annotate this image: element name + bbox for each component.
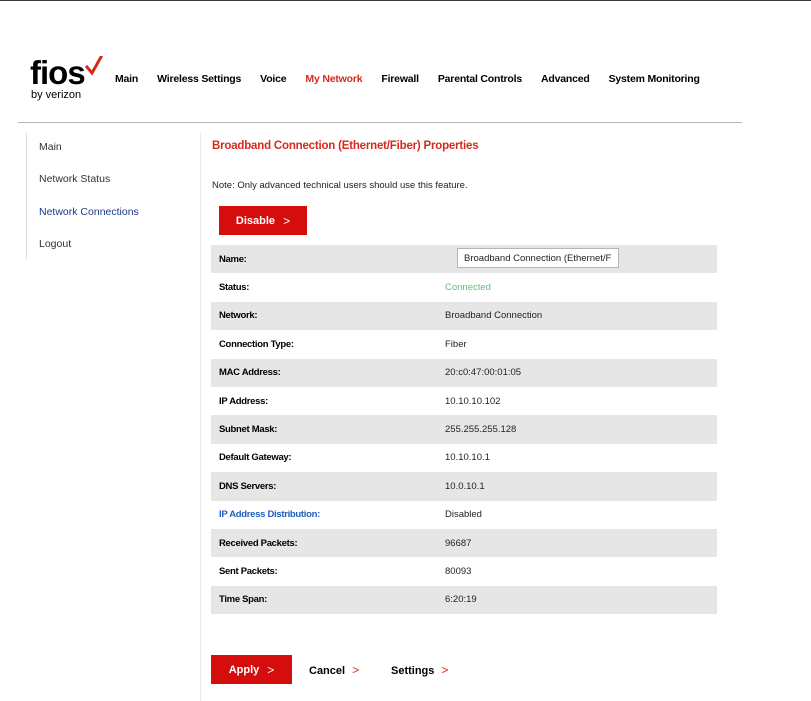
row-value: Broadband Connection — [445, 310, 543, 322]
row-label: MAC Address: — [219, 367, 281, 379]
row-label: Network: — [219, 310, 258, 322]
nav-system-monitoring[interactable]: System Monitoring — [608, 73, 700, 85]
apply-button-label: Apply — [228, 663, 260, 676]
row-value: Fiber — [445, 338, 467, 350]
nav-my-network[interactable]: My Network — [305, 73, 363, 85]
chevron-right-icon: > — [441, 663, 449, 677]
table-row-name — [211, 245, 717, 273]
disable-button-label: Disable — [235, 214, 276, 227]
nav-main[interactable]: Main — [115, 73, 139, 85]
table-row-mac-address — [211, 359, 717, 387]
row-label: DNS Servers: — [219, 480, 277, 492]
settings-button-label: Settings — [391, 665, 435, 677]
row-label: IP Address: — [219, 395, 268, 407]
row-value: Disabled — [445, 509, 482, 521]
chevron-right-icon: > — [283, 213, 291, 228]
top-border — [0, 0, 811, 1]
row-value: 10.10.10.102 — [445, 395, 501, 407]
cancel-button-label: Cancel — [309, 665, 346, 677]
logo-subtitle: by verizon — [31, 89, 82, 101]
ip-address-distribution-link[interactable]: IP Address Distribution: — [219, 509, 321, 521]
fios-logo[interactable] — [30, 54, 110, 108]
sidebar-item-network-status[interactable]: Network Status — [39, 173, 111, 185]
nav-voice[interactable]: Voice — [260, 73, 287, 85]
table-row-received-packets — [211, 529, 717, 557]
row-value: 10.10.10.1 — [445, 452, 490, 464]
row-value: 96687 — [445, 537, 472, 549]
sidebar-item-logout[interactable]: Logout — [39, 238, 72, 250]
content-divider — [200, 133, 201, 701]
row-label: Status: — [219, 282, 250, 294]
row-label: Name: — [219, 253, 247, 265]
row-value: 20:c0:47:00:01:05 — [445, 367, 522, 379]
connection-name-input[interactable] — [457, 248, 619, 268]
nav-parental-controls[interactable]: Parental Controls — [437, 73, 522, 85]
row-label: Time Span: — [219, 594, 268, 606]
row-value: 6:20:19 — [445, 594, 477, 606]
nav-advanced[interactable]: Advanced — [540, 73, 590, 85]
table-row-network — [211, 302, 717, 330]
nav-wireless-settings[interactable]: Wireless Settings — [157, 73, 242, 85]
table-row-dns-servers — [211, 472, 717, 500]
sidebar-item-network-connections[interactable]: Network Connections — [39, 206, 139, 218]
properties-table — [211, 245, 717, 614]
row-value: 10.0.10.1 — [445, 480, 485, 492]
advanced-users-note: Note: Only advanced technical users should use this feature. — [212, 180, 468, 191]
row-label: Subnet Mask: — [219, 424, 278, 436]
nav-firewall[interactable]: Firewall — [381, 73, 419, 85]
settings-button[interactable] — [391, 663, 448, 677]
table-row-default-gateway — [211, 444, 717, 472]
table-row-subnet-mask — [211, 415, 717, 443]
status-value: Connected — [445, 282, 491, 294]
disable-button[interactable] — [219, 206, 307, 235]
row-label: Default Gateway: — [219, 452, 292, 464]
cancel-button[interactable] — [309, 663, 359, 677]
row-value: 80093 — [445, 565, 472, 577]
sidebar — [26, 133, 199, 259]
chevron-right-icon: > — [352, 663, 360, 677]
table-row-ip-address-distribution — [211, 501, 717, 529]
chevron-right-icon: > — [267, 662, 275, 677]
page-title: Broadband Connection (Ethernet/Fiber) Properties — [212, 140, 479, 152]
logo-wordmark: fios — [30, 54, 85, 91]
apply-button[interactable] — [211, 655, 292, 684]
top-navigation — [115, 73, 719, 87]
table-row-connection-type — [211, 330, 717, 358]
row-value: 255.255.255.128 — [445, 424, 517, 436]
row-label: Sent Packets: — [219, 565, 278, 577]
table-row-ip-address — [211, 387, 717, 415]
table-row-sent-packets — [211, 557, 717, 585]
table-row-time-span — [211, 586, 717, 614]
sidebar-item-main[interactable]: Main — [39, 141, 62, 153]
row-label: Received Packets: — [219, 537, 298, 549]
header-divider — [18, 122, 742, 123]
row-label: Connection Type: — [219, 338, 294, 350]
verizon-check-icon — [85, 56, 103, 76]
table-row-status — [211, 273, 717, 301]
